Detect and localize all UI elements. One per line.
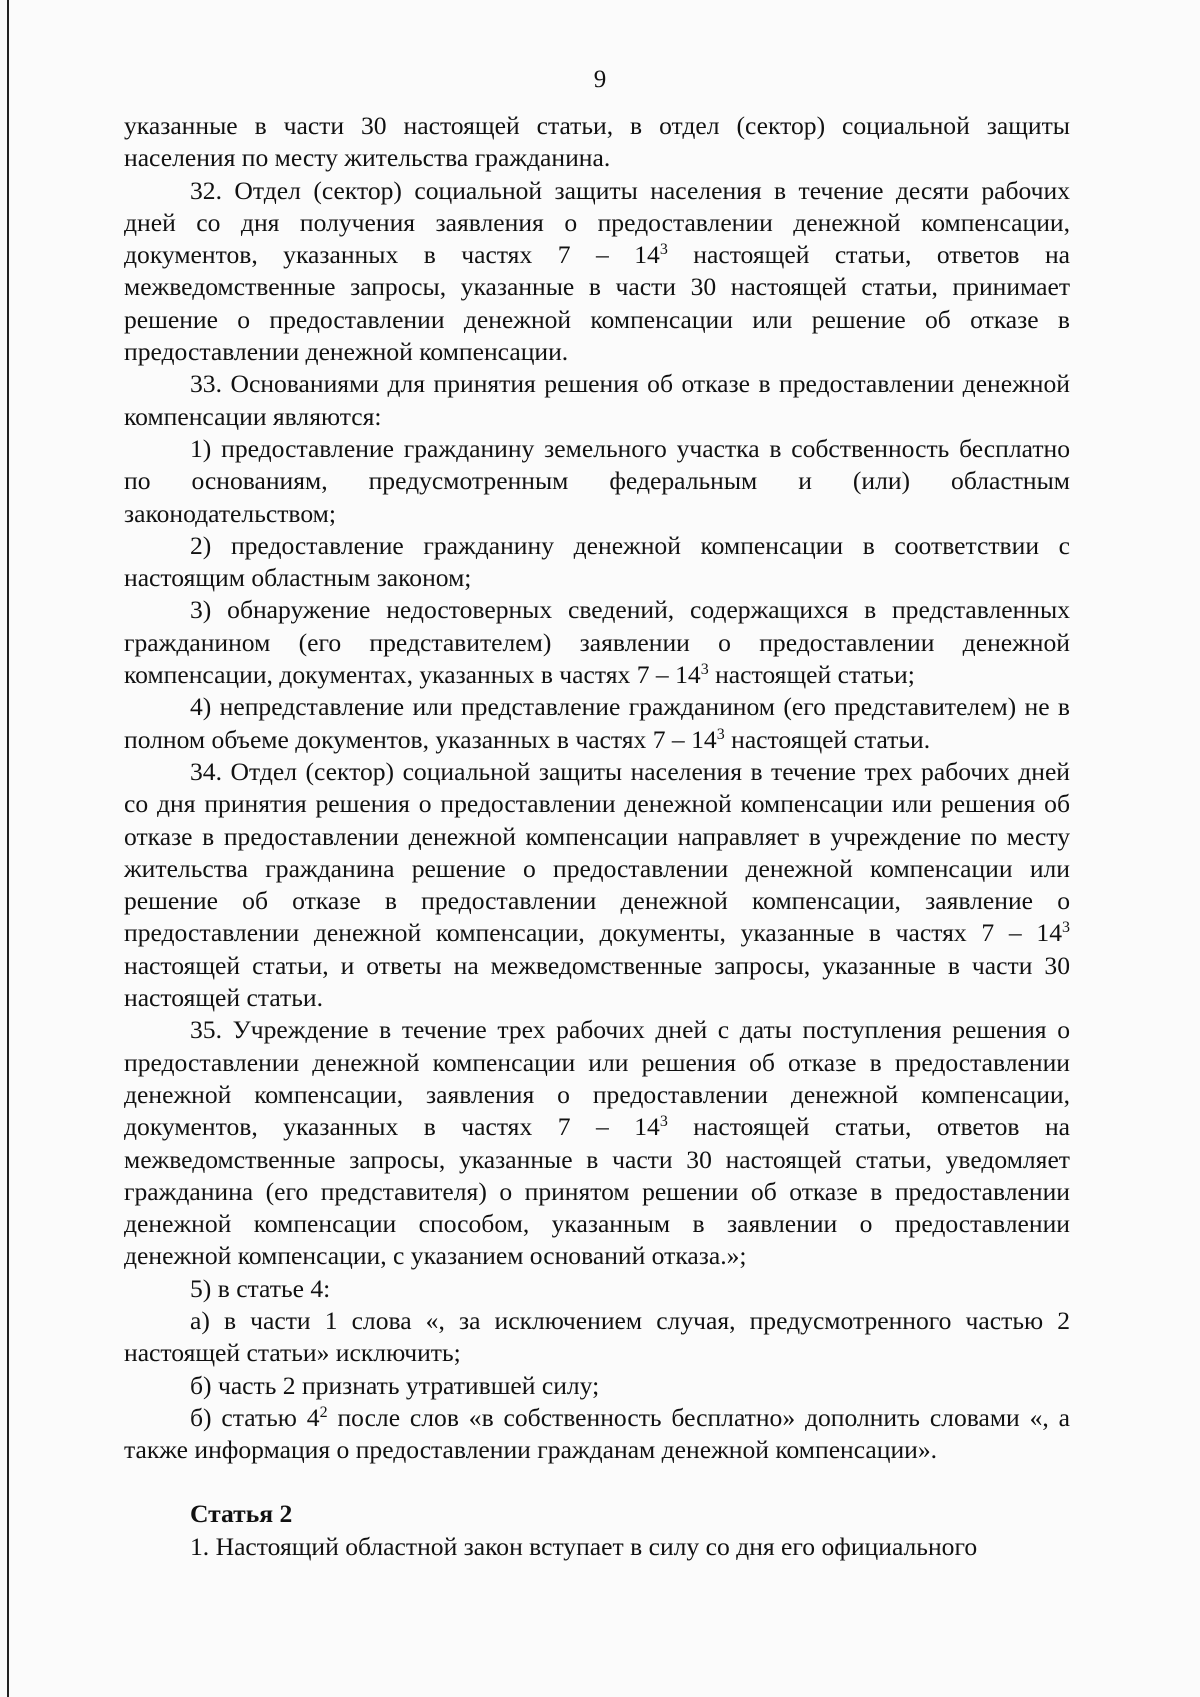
superscript: 3: [1062, 919, 1070, 937]
list-item-3: [124, 594, 1070, 691]
paragraph-34-text-a: 34. Отдел (сектор) социальной защиты населения в течение трех рабочих дней со дня принятия решения о предоставлении денежной компенсации или решения об отказе в предоставлении денежной компенсации направляет в учреждение по месту жительства гражданина решение о предоставлении денежной компенсации или решение об отказе в предоставлении денежной компенсации, заявление о предоставлении денежной компенсации, документы, указанные в частях 7 – 14: [124, 756, 1070, 948]
list-item-3-text-a: 3) обнаружение недостоверных сведений, содержащихся в представленных гражданином (его представителем) заявлении о предоставлении денежной компенсации, документах, указанных в частях 7 – 14: [124, 595, 1070, 690]
page-number: 9: [593, 66, 607, 93]
article-2-paragraph-1: 1. Настоящий областной закон вступает в силу со дня его официального: [190, 1531, 978, 1561]
superscript: 3: [716, 725, 725, 743]
paragraph-35: [124, 1014, 1070, 1272]
document-body: [124, 110, 1070, 1563]
paragraph-33: 33. Основаниями для принятия решения об отказе в предоставлении денежной компенсации являются:: [124, 369, 1070, 431]
amendment-item-b2: [124, 1402, 1070, 1467]
paragraph-32-text-a: 32. Отдел (сектор) социальной защиты населения в течение десяти рабочих дней со дня получения заявления о предоставлении денежной компенсации, документов, указанных в частях 7 – 14: [124, 175, 1070, 270]
scan-edge-line: [7, 0, 9, 1697]
amendment-item-b2-text-b: после слов «в собственность бесплатно» дополнить словами «, а также информация о предоставлении гражданам денежной компенсации».: [124, 1402, 1071, 1465]
superscript: 2: [319, 1403, 328, 1421]
list-item-4-text-a: 4) непредставление или представление гражданином (его представителем) не в полном объеме документов, указанных в частях 7 – 14: [124, 692, 1070, 754]
paragraph-continuation: указанные в части 30 настоящей статьи, в отдел (сектор) социальной защиты населения по месту жительства гражданина.: [124, 111, 1070, 173]
paragraph-34: [124, 756, 1070, 1014]
section-spacer: [124, 1466, 1070, 1498]
superscript: 3: [659, 1113, 668, 1131]
list-item-1: 1) предоставление гражданину земельного участка в собственность бесплатно по основаниям, предусмотренным федеральным и (или) областным законодательством;: [124, 433, 1070, 528]
superscript: 3: [700, 661, 709, 679]
amendment-item-5: 5) в статье 4:: [190, 1273, 331, 1303]
list-item-4-text-b: настоящей статьи.: [724, 724, 931, 754]
amendment-item-b: б) часть 2 признать утратившей силу;: [190, 1370, 600, 1400]
paragraph-32-text-b: настоящей статьи, ответов на межведомственные запросы, указанные в части 30 настоящей статьи, принимает решение о предоставлении денежной компенсации или решение об отказе в предоставлении денежной компенсации.: [124, 240, 1070, 367]
paragraph-35-text-b: настоящей статьи, ответов на межведомственные запросы, указанные в части 30 настоящей статьи, уведомляет гражданина (его представителя) о принятом решении об отказе в предоставлении денежной компенсации способом, указанным в заявлении о предоставлении денежной компенсации, с указанием оснований отказа.»;: [124, 1112, 1070, 1271]
article-heading: Статья 2: [190, 1499, 293, 1529]
superscript: 3: [659, 241, 668, 259]
amendment-item-a: а) в части 1 слова «, за исключением случая, предусмотренного частью 2 настоящей статьи» исключить;: [124, 1305, 1070, 1368]
paragraph-32: [124, 175, 1070, 369]
list-item-2: 2) предоставление гражданину денежной компенсации в соответствии с настоящим областным законом;: [124, 530, 1070, 593]
paragraph-34-text-b: настоящей статьи, и ответы на межведомственные запросы, указанные в части 30 настоящей статьи.: [124, 950, 1070, 1013]
list-item-3-text-b: настоящей статьи;: [708, 660, 915, 690]
amendment-item-b2-text-a: б) статью 4: [190, 1402, 320, 1432]
paragraph-35-text-a: 35. Учреждение в течение трех рабочих дней с даты поступления решения о предоставлении денежной компенсации или решения об отказе в предоставлении денежной компенсации, заявления о предоставлении денежной компенсации, документов, указанных в частях 7 – 14: [124, 1015, 1070, 1142]
list-item-4: [124, 691, 1070, 756]
